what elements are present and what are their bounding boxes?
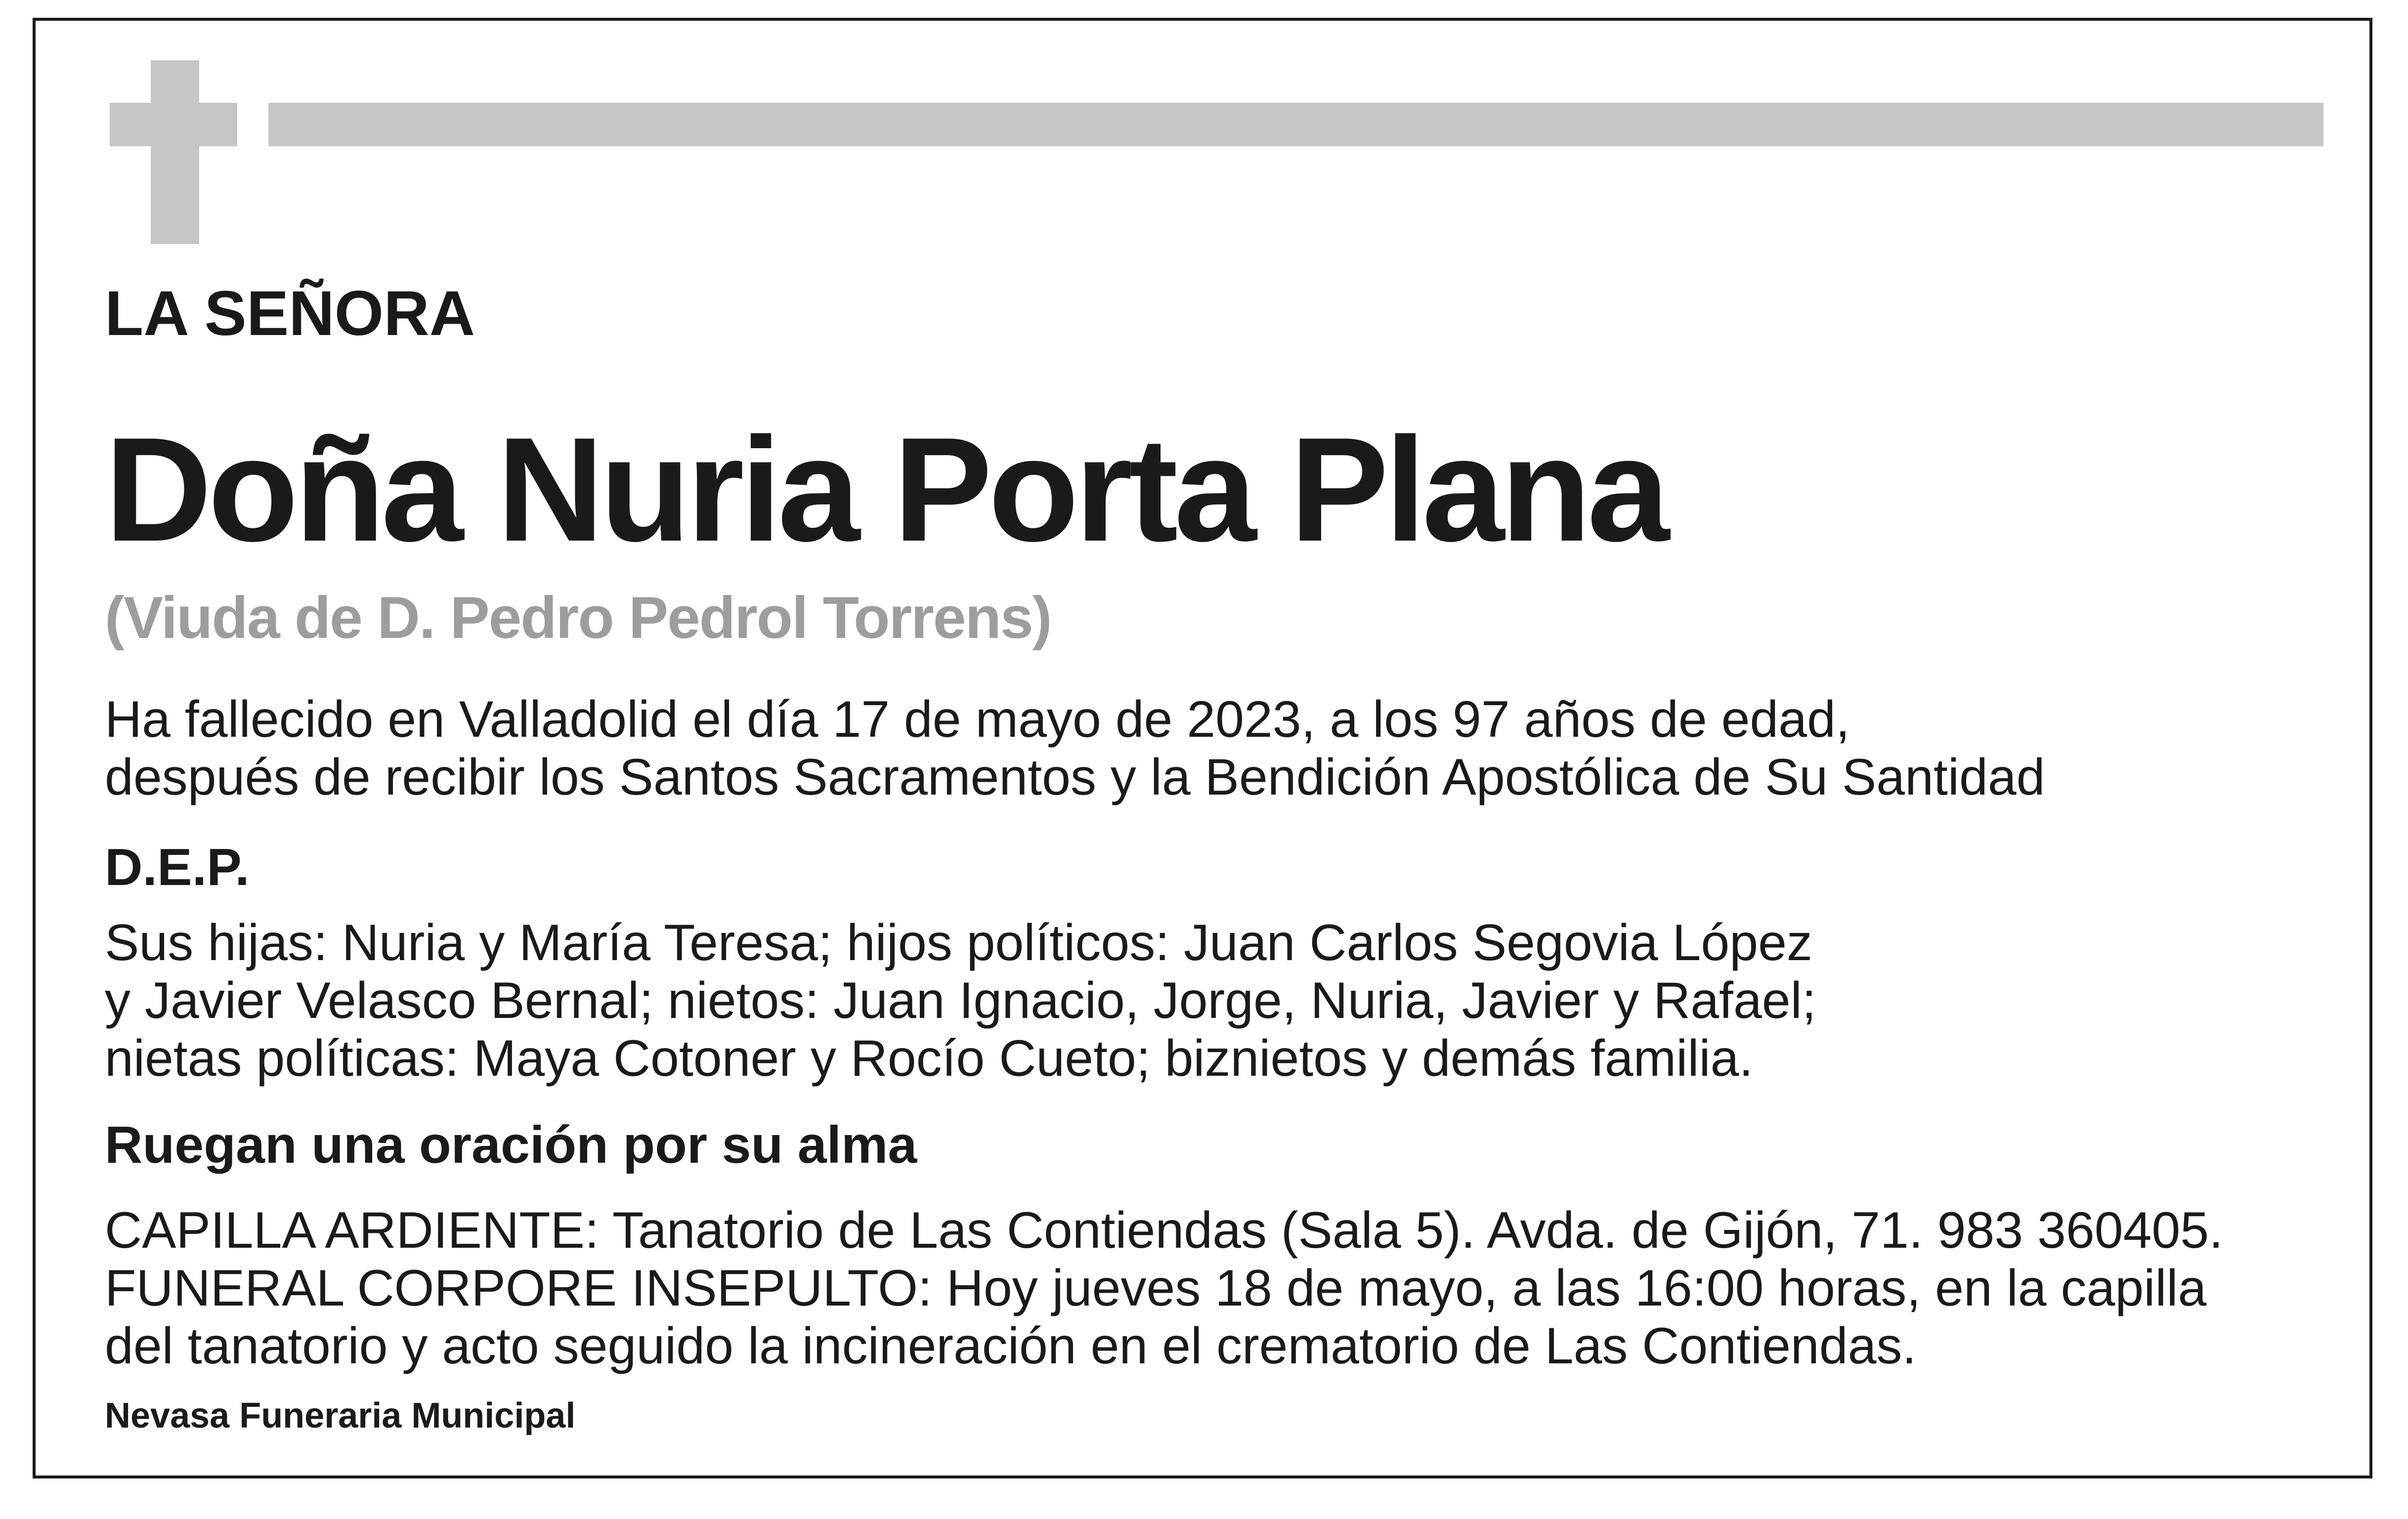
family-list-line: y Javier Velasco Bernal; nietos: Juan Ignacio, Jorge, Nuria, Javier y Rafael;	[105, 972, 1816, 1029]
service-details-line: del tanatorio y acto seguido la incineración en el crematorio de Las Contiendas.	[105, 1317, 1917, 1375]
service-details-line: FUNERAL CORPORE INSEPULTO: Hoy jueves 18 de mayo, a las 16:00 horas, en la capilla	[105, 1260, 2207, 1317]
cross-horizontal-bar	[110, 103, 237, 146]
death-announcement-line: Ha fallecido en Valladolid el día 17 de mayo de 2023, a los 97 años de edad,	[105, 691, 1850, 748]
deceased-name: Doña Nuria Porta Plana	[105, 406, 1666, 572]
death-announcement	[105, 691, 2045, 806]
funeral-home-credit: Nevasa Funeraria Municipal	[105, 1396, 576, 1435]
cross-vertical-bar	[151, 60, 199, 244]
prayer-request: Ruegan una oración por su alma	[105, 1116, 917, 1174]
honorific: LA SEÑORA	[105, 278, 475, 349]
family-list-line: nietas políticas: Maya Cotoner y Rocío Cueto; biznietos y demás familia.	[105, 1030, 1754, 1087]
service-details	[105, 1202, 2223, 1375]
family-list-line: Sus hijas: Nuria y María Teresa; hijos políticos: Juan Carlos Segovia López	[105, 914, 1812, 971]
family-list	[105, 914, 1816, 1088]
death-announcement-line: después de recibir los Santos Sacramentos y la Bendición Apostólica de Su Santidad	[105, 749, 2045, 806]
widow-of-line: (Viuda de D. Pedro Pedrol Torrens)	[105, 585, 1051, 651]
header-rule	[268, 103, 2323, 146]
rip-label: D.E.P.	[105, 838, 250, 896]
service-details-line: CAPILLA ARDIENTE: Tanatorio de Las Contiendas (Sala 5). Avda. de Gijón, 71. 983 360405.	[105, 1202, 2223, 1259]
